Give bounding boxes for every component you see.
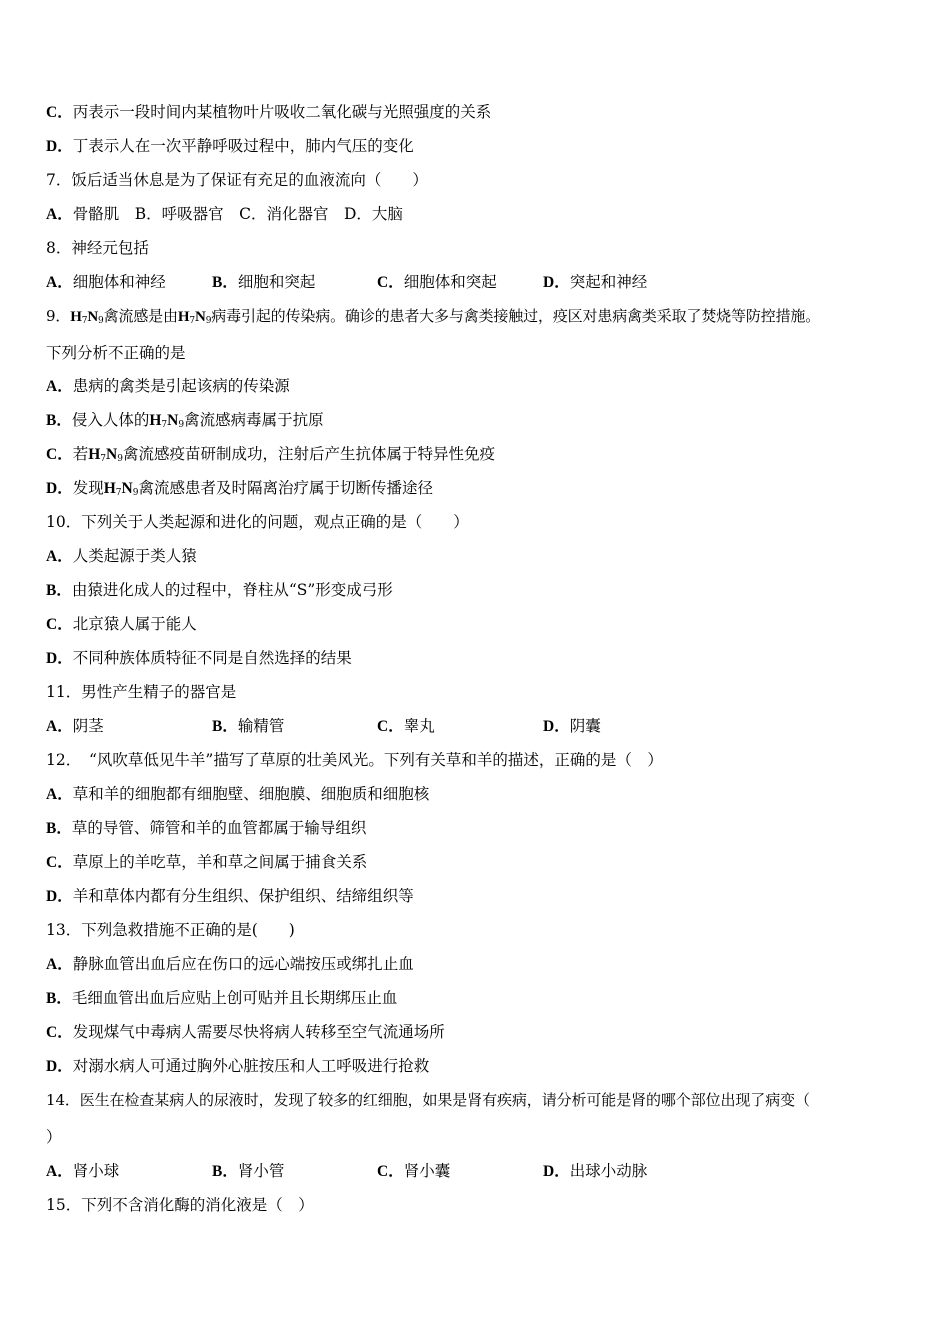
question-text: 8．神经元包括 [46, 239, 149, 257]
question-text: 下列分析不正确的是 [46, 344, 186, 362]
option-line [46, 817, 366, 840]
option-letter: C． [46, 1024, 73, 1041]
option-letter: D． [543, 1163, 570, 1180]
question-text: ） [46, 1128, 62, 1146]
option-text: 禽流感病毒属于抗原 [184, 411, 324, 429]
option-text: 禽流感疫苗研制成功，注射后产生抗体属于特异性免疫 [122, 445, 495, 463]
question-text: 13．下列急救措施不正确的是( ) [46, 921, 295, 939]
option-letter: C． [46, 104, 73, 121]
question-text: 14．医生在检查某病人的尿液时，发现了较多的红细胞，如果是肾有疾病，请分析可能是肾的哪个部位出现了病变（ [46, 1091, 810, 1109]
option-c: C．肾小囊 [377, 1162, 451, 1180]
option-text: A．患病的禽类是引起该病的传染源 [46, 377, 290, 395]
option-b: B．输精管 [212, 717, 285, 735]
question-text: 12． “风吹草低见牛羊”描写了草原的壮美风光。下列有关草和羊的描述，正确的是（ ） [46, 751, 663, 769]
question-text: 10．下列关于人类起源和进化的问题，观点正确的是（ ） [46, 513, 469, 531]
option-text: D．羊和草体内都有分生组织、保护组织、结缔组织等 [46, 887, 414, 905]
option-text: C．若 [46, 445, 89, 463]
option-text: D．丁表示人在一次平静呼吸过程中，肺内气压的变化 [46, 137, 414, 155]
option-letter: B． [212, 1163, 238, 1180]
option-line [46, 443, 495, 466]
option-a: A．阴茎 [46, 717, 104, 735]
option-line [46, 783, 429, 806]
option-line [46, 987, 397, 1010]
formula-sub: 9 [132, 488, 139, 498]
question-7-options [46, 203, 403, 226]
option-line [46, 953, 414, 976]
option-line [46, 613, 197, 636]
option-letter: B． [46, 582, 72, 599]
option-letter: C． [46, 854, 73, 871]
option-letter: D． [46, 1058, 73, 1075]
option-text: A．骨骼肌 B．呼吸器官 C．消化器官 D．大脑 [46, 205, 403, 223]
question-number: 9． [46, 307, 71, 325]
formula-sub: 9 [98, 316, 104, 326]
option-letter: A． [46, 206, 73, 223]
option-text: C．发现煤气中毒病人需要尽快将病人转移至空气流通场所 [46, 1023, 445, 1041]
option-b: B．肾小管 [212, 1162, 285, 1180]
option-letter: C． [46, 446, 73, 463]
formula-sub: 7 [161, 420, 168, 430]
option-letter: C． [46, 616, 73, 633]
option-line [46, 375, 290, 398]
option-c: C．细胞体和突起 [377, 273, 497, 291]
option-letter: A． [46, 548, 73, 565]
option-line [46, 135, 414, 158]
option-letter: D． [46, 650, 73, 667]
option-c: C．睾丸 [377, 717, 435, 735]
option-text: A．静脉血管出血后应在伤口的远心端按压或绑扎止血 [46, 955, 414, 973]
option-line [46, 477, 433, 500]
option-letter: A． [46, 718, 73, 735]
formula-sub: 7 [81, 316, 88, 326]
formula-n: N [167, 412, 179, 429]
option-d: D．阴囊 [543, 717, 601, 735]
option-letter: A． [46, 378, 73, 395]
formula-sub: 7 [115, 488, 122, 498]
option-text: D．发现 [46, 479, 104, 497]
option-letter: B． [46, 412, 72, 429]
formula-h: H [149, 412, 162, 429]
option-letter: B． [212, 718, 238, 735]
question-text: 7．饭后适当休息是为了保证有充足的血液流向（ ） [46, 171, 428, 189]
option-line [46, 545, 197, 568]
option-letter: D． [46, 888, 73, 905]
formula-n: N [87, 309, 99, 325]
option-text: B．由猿进化成人的过程中，脊柱从“S”形变成弓形 [46, 581, 393, 599]
option-letter: B． [212, 274, 238, 291]
question-14-cont [46, 1126, 62, 1148]
question-text: 11．男性产生精子的器官是 [46, 683, 237, 701]
option-a: A．细胞体和神经 [46, 273, 166, 291]
question-15 [46, 1194, 314, 1216]
formula-n: N [121, 480, 133, 497]
formula-n: N [195, 309, 206, 325]
question-9 [46, 305, 820, 328]
option-line [46, 1055, 429, 1078]
option-line [46, 851, 367, 874]
option-text: 禽流感患者及时隔离治疗属于切断传播途径 [138, 479, 433, 497]
formula-n: N [106, 446, 118, 463]
option-letter: A． [46, 956, 73, 973]
question-13 [46, 919, 295, 941]
option-a: A．肾小球 [46, 1162, 120, 1180]
option-text: C．草原上的羊吃草，羊和草之间属于捕食关系 [46, 853, 368, 871]
option-text: D．对溺水病人可通过胸外心脏按压和人工呼吸进行抢救 [46, 1057, 430, 1075]
formula-sub: 9 [178, 420, 185, 430]
formula-sub: 7 [189, 316, 195, 326]
question-10 [46, 511, 469, 533]
option-text: B．草的导管、筛管和羊的血管都属于输导组织 [46, 819, 367, 837]
option-letter: D． [46, 138, 73, 155]
option-text: C．丙表示一段时间内某植物叶片吸收二氧化碳与光照强度的关系 [46, 103, 492, 121]
option-text: A．草和羊的细胞都有细胞壁、细胞膜、细胞质和细胞核 [46, 785, 430, 803]
option-line [46, 1021, 445, 1044]
option-line [46, 409, 324, 432]
formula-h: H [70, 309, 82, 325]
option-letter: C． [377, 718, 404, 735]
question-text: 15．下列不含消化酶的消化液是（ ） [46, 1196, 314, 1214]
option-b: B．细胞和突起 [212, 273, 316, 291]
option-letter: C． [377, 274, 404, 291]
formula-h: H [177, 309, 190, 325]
option-letter: A． [46, 1163, 73, 1180]
option-text: B．侵入人体的 [46, 411, 150, 429]
option-d: D．出球小动脉 [543, 1162, 648, 1180]
option-d: D．突起和神经 [543, 273, 648, 291]
formula-h: H [88, 446, 101, 463]
formula-sub: 9 [205, 316, 212, 326]
option-line [46, 579, 393, 602]
option-text: D．不同种族体质特征不同是自然选择的结果 [46, 649, 352, 667]
question-text: 病毒引起的传染病。确诊的患者大多与禽类接触过，疫区对患病禽类采取了焚烧等防控措施。 [211, 307, 821, 325]
option-text: A．人类起源于类人猿 [46, 547, 197, 565]
option-letter: A． [46, 274, 73, 291]
option-letter: D． [46, 480, 73, 497]
option-text: B．毛细血管出血后应贴上创可贴并且长期绑压止血 [46, 989, 398, 1007]
formula-sub: 7 [100, 454, 107, 464]
option-letter: A． [46, 786, 73, 803]
option-letter: B． [46, 820, 72, 837]
question-11 [46, 681, 236, 703]
question-12 [46, 749, 663, 771]
option-text: C．北京猿人属于能人 [46, 615, 197, 633]
option-letter: D． [543, 274, 570, 291]
question-7 [46, 169, 428, 191]
option-line [46, 647, 352, 670]
formula-sub: 9 [117, 454, 123, 464]
question-9-cont [46, 342, 186, 364]
question-text: 禽流感是由 [103, 307, 178, 325]
option-line [46, 101, 491, 124]
option-letter: C． [377, 1163, 404, 1180]
option-letter: B． [46, 990, 72, 1007]
option-letter: D． [543, 718, 570, 735]
option-line [46, 885, 414, 908]
formula-h: H [103, 480, 116, 497]
question-14 [46, 1089, 810, 1111]
question-8 [46, 237, 149, 259]
